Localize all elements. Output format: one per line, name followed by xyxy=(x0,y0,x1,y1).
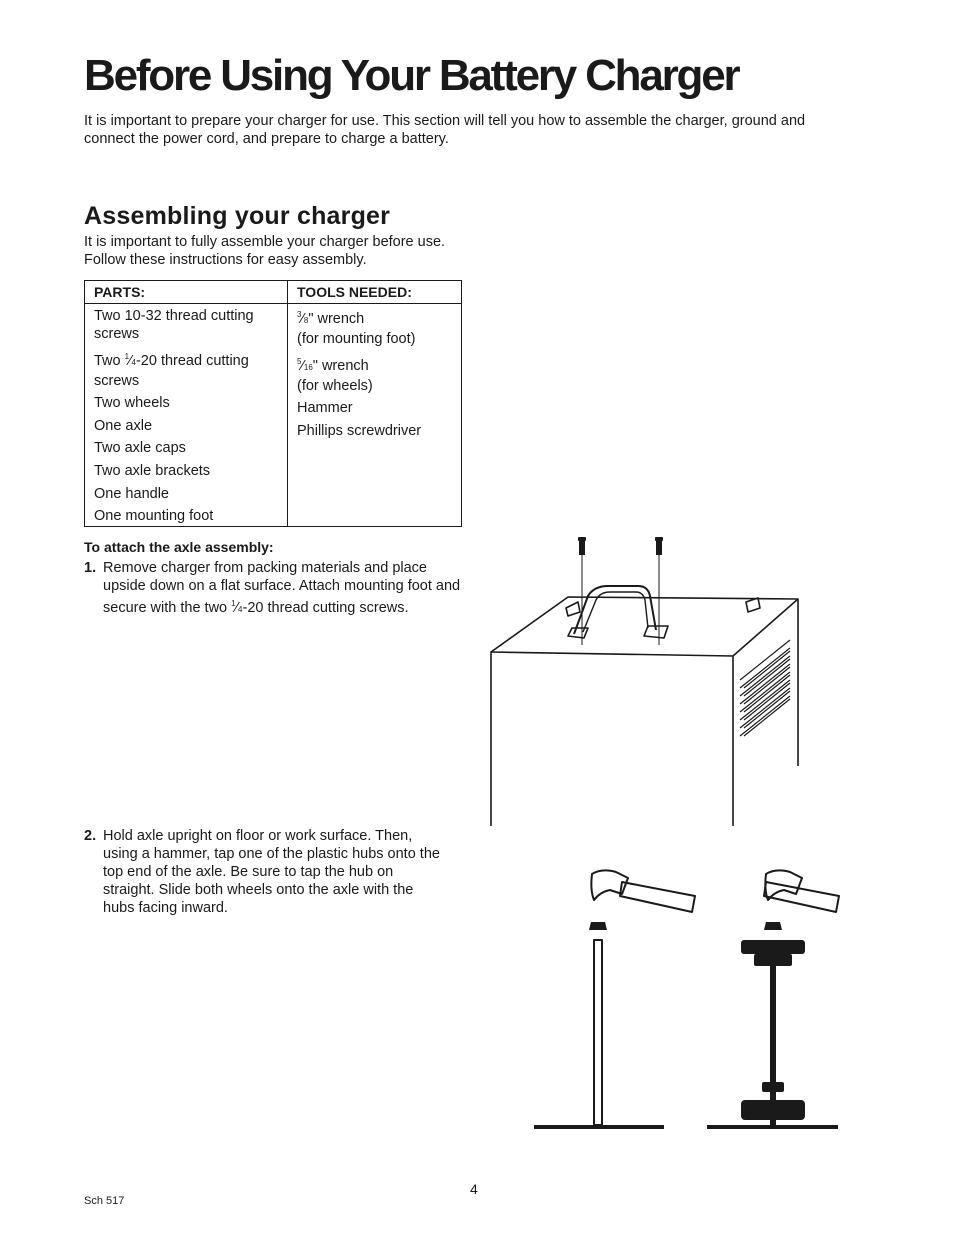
parts-header: PARTS: xyxy=(94,284,146,300)
step-2 xyxy=(84,827,454,927)
wheel-top xyxy=(741,940,805,954)
wheel-bottom-hub xyxy=(762,1082,784,1092)
bracket-right xyxy=(746,598,760,612)
foot-left-tab xyxy=(568,628,588,638)
parts-tools-table xyxy=(84,280,462,527)
section-heading: Assembling your charger xyxy=(84,202,391,230)
list-item: $^5$⁄16" wrench (for wheels) xyxy=(297,356,373,394)
step-text: Hold axle upright on floor or work surface. Then, using a hammer, tap one of the plastic hubs onto the top end of the axle. Be sure to tap the hub on straight. Slide both wheels onto the axle with the hubs facing inward. xyxy=(103,828,440,916)
section-intro: It is important to fully assemble your charger before use. Follow these instructions for easy assembly. xyxy=(84,234,446,268)
axle-left xyxy=(594,940,602,1125)
step-text: Remove charger from packing materials and place upside down on a flat surface. Attach mounting foot and secure with the two $^1$⁄4-20 thread cutting screws. xyxy=(103,560,461,616)
column-divider xyxy=(287,281,288,526)
list-item: One axle xyxy=(94,417,153,434)
list-item: $^3$⁄8" wrench (for mounting foot) xyxy=(297,310,416,347)
vent-slots xyxy=(740,640,790,736)
steps-heading: To attach the axle assembly: xyxy=(84,539,274,555)
wheel-bottom xyxy=(741,1100,805,1120)
axle-hub-illustration xyxy=(530,860,840,1135)
wheel-top-hub xyxy=(754,954,792,966)
page-title: Before Using Your Battery Charger xyxy=(84,51,739,100)
list-item: Two axle brackets xyxy=(94,462,211,479)
hammer-handle-left xyxy=(620,882,695,912)
charger-box-outline xyxy=(491,597,798,826)
list-item: Hammer xyxy=(297,400,353,417)
page-number: 4 xyxy=(470,1181,478,1197)
hub-right xyxy=(764,922,782,930)
list-item: One handle xyxy=(94,485,169,502)
list-item: Two axle caps xyxy=(94,440,186,457)
hammer-handle-right xyxy=(764,882,839,912)
list-item: Phillips screwdriver xyxy=(297,422,422,439)
header-divider xyxy=(85,303,461,304)
charger-mounting-foot-illustration xyxy=(488,530,808,832)
document-code: Sch 517 xyxy=(84,1195,125,1207)
list-item: Two 10-32 thread cutting screws xyxy=(94,308,254,342)
tools-header: TOOLS NEEDED: xyxy=(297,284,412,300)
floor-left xyxy=(534,1125,664,1129)
list-item: Two wheels xyxy=(94,395,170,412)
bracket-left xyxy=(566,602,580,616)
step-number: 1. xyxy=(84,560,97,576)
screw-heads xyxy=(578,537,663,555)
parts-list xyxy=(94,307,282,530)
list-item: One mounting foot xyxy=(94,508,214,525)
hub-left xyxy=(589,922,607,930)
tools-list xyxy=(297,306,457,444)
mounting-foot-arch xyxy=(574,586,656,634)
charger-top-edge xyxy=(491,599,798,656)
list-item: Two $^1$⁄4-20 thread cutting screws xyxy=(94,351,249,389)
intro-paragraph: It is important to prepare your charger for use. This section will tell you how to assemble the charger, ground and connect the power cord, and prepare to charge a battery. xyxy=(84,113,806,147)
floor-right xyxy=(707,1125,838,1129)
axle-right xyxy=(770,940,776,1125)
step-number: 2. xyxy=(84,828,97,844)
step-1 xyxy=(84,559,474,619)
